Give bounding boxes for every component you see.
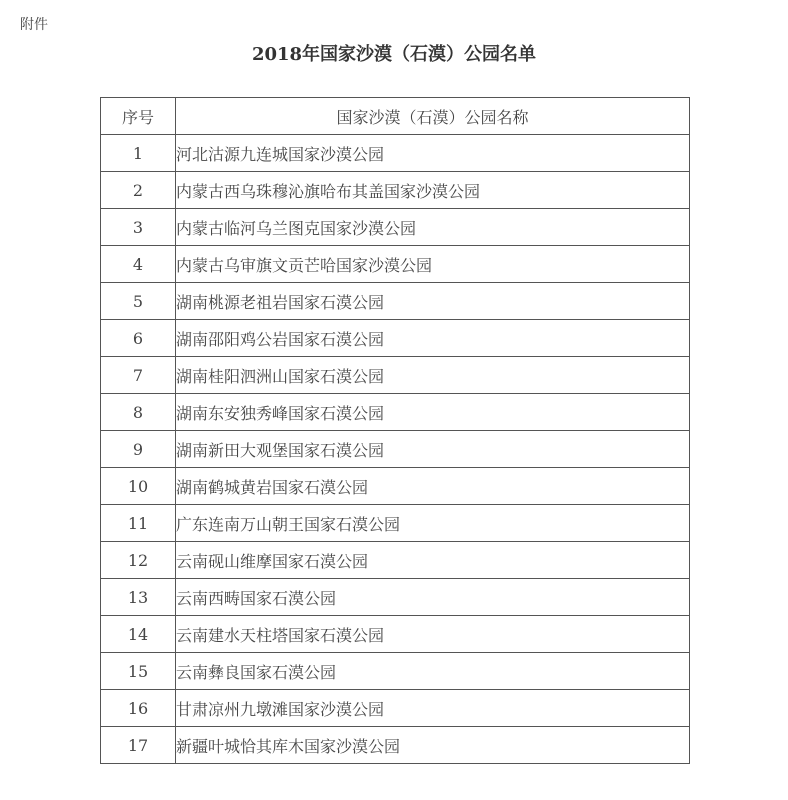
attachment-label: 附件 bbox=[20, 17, 48, 33]
park-name: 内蒙古临河乌兰图克国家沙漠公园 bbox=[176, 209, 690, 246]
table-row bbox=[101, 579, 690, 616]
table-row bbox=[101, 727, 690, 764]
table-row bbox=[101, 468, 690, 505]
row-number: 14 bbox=[101, 616, 176, 653]
row-number: 11 bbox=[101, 505, 176, 542]
table-row bbox=[101, 246, 690, 283]
table-row bbox=[101, 209, 690, 246]
park-list-table bbox=[100, 97, 690, 764]
table-body bbox=[101, 135, 690, 764]
row-number: 15 bbox=[101, 653, 176, 690]
park-name: 湖南鹤城黄岩国家石漠公园 bbox=[176, 468, 690, 505]
page-title: 2018年国家沙漠（石漠）公园名单 bbox=[251, 44, 537, 65]
park-name: 内蒙古西乌珠穆沁旗哈布其盖国家沙漠公园 bbox=[176, 172, 690, 209]
park-name: 云南西畴国家石漠公园 bbox=[176, 579, 690, 616]
table-row bbox=[101, 653, 690, 690]
park-name: 云南砚山维摩国家石漠公园 bbox=[176, 542, 690, 579]
table-row bbox=[101, 283, 690, 320]
park-name: 云南彝良国家石漠公园 bbox=[176, 653, 690, 690]
table-row bbox=[101, 542, 690, 579]
table-row bbox=[101, 172, 690, 209]
row-number: 12 bbox=[101, 542, 176, 579]
park-name: 内蒙古乌审旗文贡芒哈国家沙漠公园 bbox=[176, 246, 690, 283]
park-name: 新疆叶城恰其库木国家沙漠公园 bbox=[176, 727, 690, 764]
column-header-park-name: 国家沙漠（石漠）公园名称 bbox=[176, 98, 690, 135]
table-row bbox=[101, 320, 690, 357]
park-name: 甘肃凉州九墩滩国家沙漠公园 bbox=[176, 690, 690, 727]
park-name: 湖南桂阳泗洲山国家石漠公园 bbox=[176, 357, 690, 394]
row-number: 9 bbox=[101, 431, 176, 468]
park-name: 广东连南万山朝王国家石漠公园 bbox=[176, 505, 690, 542]
row-number: 16 bbox=[101, 690, 176, 727]
row-number: 6 bbox=[101, 320, 176, 357]
park-name: 湖南新田大观堡国家石漠公园 bbox=[176, 431, 690, 468]
table-row bbox=[101, 431, 690, 468]
row-number: 3 bbox=[101, 209, 176, 246]
table-row bbox=[101, 135, 690, 172]
table-row bbox=[101, 505, 690, 542]
row-number: 2 bbox=[101, 172, 176, 209]
park-name: 湖南桃源老祖岩国家石漠公园 bbox=[176, 283, 690, 320]
row-number: 8 bbox=[101, 394, 176, 431]
table-row bbox=[101, 394, 690, 431]
park-name: 河北沽源九连城国家沙漠公园 bbox=[176, 135, 690, 172]
row-number: 10 bbox=[101, 468, 176, 505]
row-number: 7 bbox=[101, 357, 176, 394]
park-name: 湖南东安独秀峰国家石漠公园 bbox=[176, 394, 690, 431]
park-name: 云南建水天柱塔国家石漠公园 bbox=[176, 616, 690, 653]
row-number: 13 bbox=[101, 579, 176, 616]
table-row bbox=[101, 690, 690, 727]
row-number: 5 bbox=[101, 283, 176, 320]
row-number: 4 bbox=[101, 246, 176, 283]
table-row bbox=[101, 616, 690, 653]
column-header-number: 序号 bbox=[101, 98, 176, 135]
row-number: 17 bbox=[101, 727, 176, 764]
table-header-row bbox=[101, 98, 690, 135]
table-row bbox=[101, 357, 690, 394]
park-name: 湖南邵阳鸡公岩国家石漠公园 bbox=[176, 320, 690, 357]
row-number: 1 bbox=[101, 135, 176, 172]
